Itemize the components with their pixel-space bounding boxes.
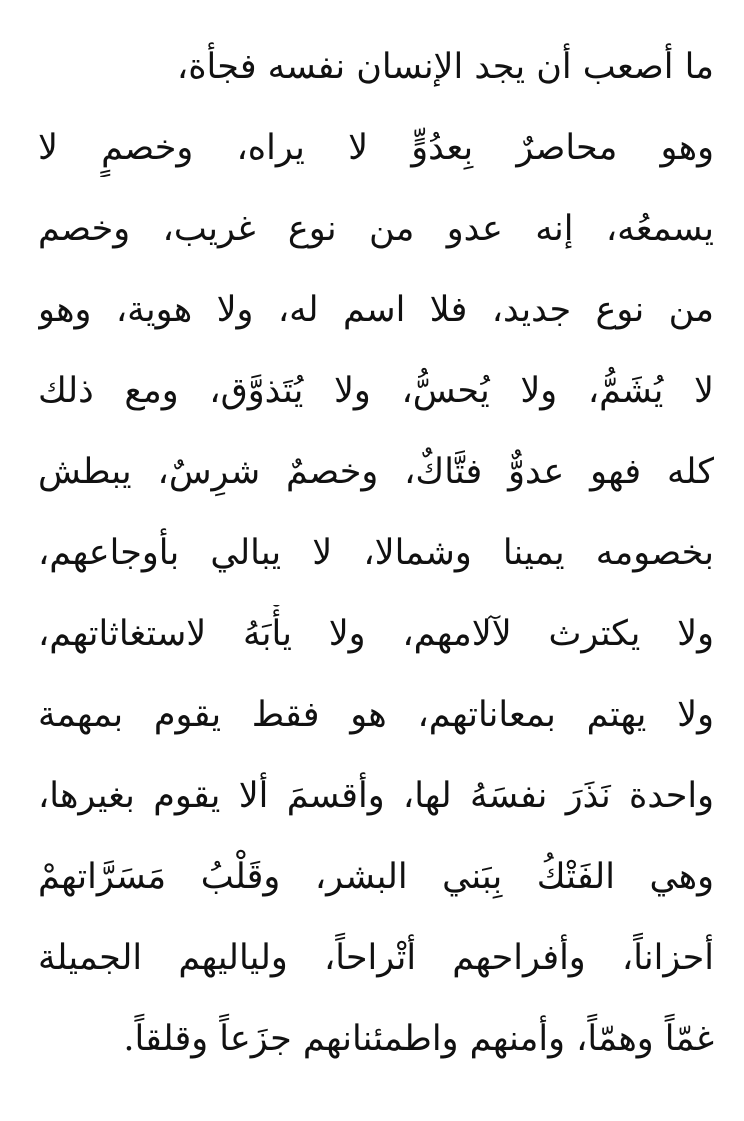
paragraph-line-13: غمّاً وهمّاً، وأمنهم واطمئنانهم جزَعاً وقلقاً. (123, 1019, 714, 1059)
paragraph-line-7: بخصومه يمينا وشمالا، لا يبالي بأوجاعهم، (38, 533, 714, 573)
arabic-paragraph (38, 38, 714, 1091)
paragraph-line-12: أحزاناً، وأفراحهم أتْراحاً، ولياليهم الجميلة (38, 938, 714, 978)
paragraph-line-5: لا يُشَمُّ، ولا يُحسُّ، ولا يُتَذوَّق، ومع ذلك (38, 371, 714, 411)
paragraph-line-4: من نوع جديد، فلا اسم له، ولا هوية، وهو (38, 290, 714, 330)
paragraph-line-8: ولا يكترث لآلامهم، ولا يأْبَهُ لاستغاثاتهم، (38, 614, 714, 654)
paragraph-line-3: يسمعُه، إنه عدو من نوع غريب، وخصم (38, 209, 714, 249)
paragraph-line-1: ما أصعب أن يجد الإنسان نفسه فجأة، (176, 47, 714, 87)
paragraph-line-9: ولا يهتم بمعاناتهم، هو فقط يقوم بمهمة (38, 695, 714, 735)
paragraph-line-11: وهي الفَتْكُ بِبَني البشر، وقَلْبُ مَسَرَّاتهمْ (38, 857, 714, 897)
paragraph-line-6: كله فهو عدوٌّ فتَّاكٌ، وخصمٌ شرِسٌ، يبطش (38, 452, 714, 492)
paragraph-line-2: وهو محاصرٌ بِعدُوٍّ لا يراه، وخصمٍ لا (38, 128, 714, 168)
paragraph-line-10: واحدة نَذَرَ نفسَهُ لها، وأقسمَ ألا يقوم بغيرها، (38, 776, 714, 816)
